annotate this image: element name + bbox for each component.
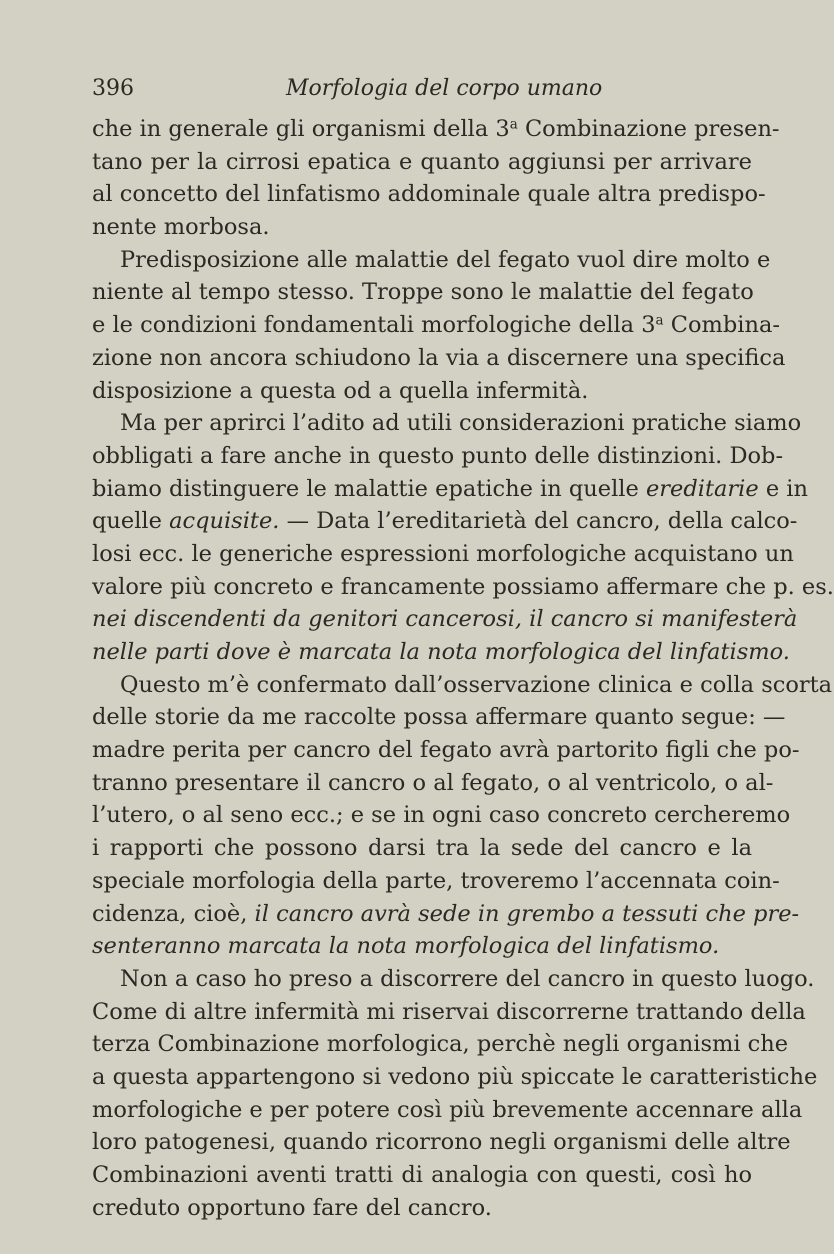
text-line [92,832,752,865]
text-line [92,211,752,244]
text-segment: biamo distinguere le malattie epatiche in quelle [92,475,646,502]
text-segment: speciale morfologia della parte, troveremo l’accennata coin- [92,867,780,894]
text-segment: cidenza, cioè, [92,900,255,927]
text-segment: Combinazioni aventi tratti di analogia con questi, così ho [92,1162,752,1188]
text-line [92,146,752,179]
text-segment: che in generale gli organismi della 3 [92,116,510,142]
text-line [92,636,790,669]
text-segment: losi ecc. le generiche espressioni morfologiche acquistano un [92,540,794,567]
text-segment: zione non ancora schiudono la via a discernere una specifica [92,344,786,371]
running-title: Morfologia del corpo umano [286,76,603,101]
text-segment: Combinazione presen- [517,116,780,142]
text-segment: Non a caso ho preso a discorrere del cancro in questo luogo. [120,965,815,992]
text-segment: l’utero, o al seno ecc.; e se in ogni caso concreto cercheremo [92,802,791,829]
text-line [92,473,808,506]
text-line [92,1159,752,1192]
paragraph [92,113,780,244]
text-line [92,898,800,931]
paragraph [92,963,818,1225]
text-segment: tranno presentare il cancro o al fegato, o al ventricolo, o al- [92,769,774,796]
text-segment: nente morbosa. [92,214,270,241]
text-line [92,375,752,408]
text-line [92,309,780,342]
text-segment: Predisposizione alle malattie del fegato vuol dire molto e [120,246,771,273]
text-line [92,538,794,571]
text-line [92,244,771,277]
text-segment: morfologiche e per potere così più brevemente accennare alla [92,1096,803,1123]
text-segment: niente al tempo stesso. Troppe sono le malattie del fegato [92,279,754,306]
text-segment: disposizione a questa od a quella infermità. [92,377,589,404]
text-segment: al concetto del linfatismo addominale quale altra predispo- [92,181,766,208]
text-line [92,113,780,146]
text-line [92,996,806,1029]
text-segment: Combina- [663,312,780,339]
text-segment: e le condizioni fondamentali morfologiche della 3 [92,312,656,339]
text-segment: a questa appartengono si vedono più spiccate le caratteristiche [92,1063,818,1090]
text-segment: terza Combinazione morfologica, perchè negli organismi che [92,1031,789,1058]
paragraph [92,669,833,963]
italic-text: senteranno marcata la nota morfologica del linfatismo. [92,933,720,960]
italic-text: ereditarie [645,475,759,502]
text-line [92,1192,752,1225]
text-line [92,1061,818,1094]
paragraph [92,244,786,407]
page-number: 396 [92,76,134,101]
superscript: a [509,116,518,133]
text-segment: valore più concreto e francamente possiamo affermare che p. es. [92,573,834,600]
text-line [92,571,834,604]
text-line [92,178,766,211]
text-line [92,701,786,734]
body-text [92,113,834,1224]
text-segment: e in [758,475,808,502]
text-line [92,440,784,473]
text-segment: quelle [92,508,170,535]
text-segment: madre perita per cancro del fegato avrà partorito figli che po- [92,737,800,764]
text-line [92,963,815,996]
text-segment: i rapporti che possono darsi tra la sede del cancro e la [92,835,752,862]
italic-text: nei discendenti da genitori cancerosi, il cancro si manifesterà [92,606,798,633]
text-segment: obbligati a fare anche in questo punto delle distinzioni. Dob- [92,442,784,469]
running-header [92,72,752,106]
italic-text: nelle parti dove è marcata la nota morfologica del linfatismo. [92,639,790,665]
text-line [92,865,780,898]
text-line [92,276,752,309]
text-line [92,342,786,375]
text-segment: Questo m’è confermato dall’osservazione clinica e colla scorta [120,671,833,698]
text-line [92,930,752,963]
italic-text: acquisite. [169,508,280,535]
text-line [92,734,800,767]
text-line [92,767,774,800]
superscript: a [655,312,664,329]
text-line [92,669,833,702]
text-segment: Come di altre infermità mi riservai discorrerne trattando della [92,998,806,1025]
text-line [92,1126,791,1159]
text-segment: creduto opportuno fare del cancro. [92,1194,492,1221]
text-line [92,1028,789,1061]
text-line [92,603,798,636]
text-segment: loro patogenesi, quando ricorrono negli organismi delle altre [92,1129,791,1156]
text-line [92,505,798,538]
text-line [92,1094,803,1127]
paragraph [92,407,834,669]
text-segment: — Data l’ereditarietà del cancro, della calco- [279,508,798,535]
text-segment: delle storie da me raccolte possa affermare quanto segue: — [92,704,786,731]
text-line [92,407,802,440]
text-segment: tano per la cirrosi epatica e quanto aggiunsi per arrivare [92,148,752,175]
italic-text: il cancro avrà sede in grembo a tessuti che pre- [254,900,800,927]
text-segment: Ma per aprirci l’adito ad utili considerazioni pratiche siamo [120,410,802,437]
text-line [92,799,791,832]
